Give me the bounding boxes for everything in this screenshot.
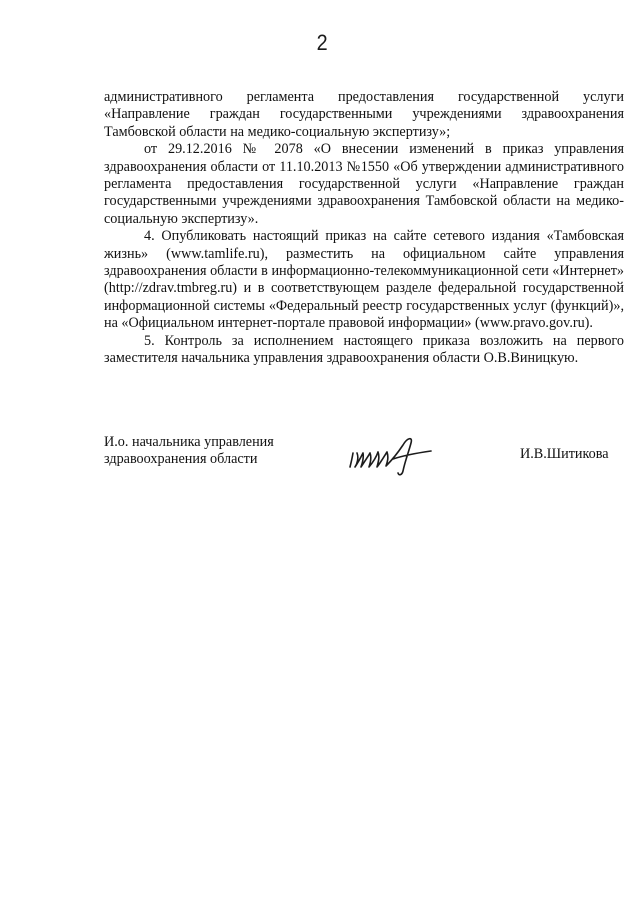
signatory-title-line-1: И.о. начальника управления [104,434,274,450]
page-number: 2 [316,30,328,55]
signatory-name: И.В.Шитикова [520,446,609,462]
document-body [104,89,624,368]
paragraph-control: 5. Контроль за исполнением настоящего приказа возложить на первого заместителя начальника управления здравоохранения области О.В.Виницкую. [104,332,624,367]
paragraph-2: от 29.12.2016 № 2078 «О внесении изменений в приказ управления здравоохранения области от 11.10.2013 №1550 «Об утверждении административного регламента предоставления государственной услуги «Направление граждан государственными учреждениями здравоохранения Тамбовской области на медико-социальную экспертизу». [104,141,624,227]
paragraph-1: административного регламента предоставления государственной услуги «Направление граждан государственными учреждениями здравоохранения Тамбовской области на медико-социальную экспертизу»; [104,89,624,140]
signatory-title-line-2: здравоохранения области [104,451,258,468]
paragraph-publication: 4. Опубликовать настоящий приказ на сайте сетевого издания «Тамбовская жизнь» (www.tamlife.ru), разместить на официальном сайте управления здравоохранения области в информационно-телекоммуникационной сети «Интернет» (http://zdrav.tmbreg.ru) и в соответствующем разделе федеральной государственной информационной системы «Федеральный реестр государственных услуг (функций)», на «Официальном интернет-портале правовой информации» (www.pravo.gov.ru). [104,228,624,332]
handwritten-signature [347,433,437,477]
signatory-title [104,434,274,469]
